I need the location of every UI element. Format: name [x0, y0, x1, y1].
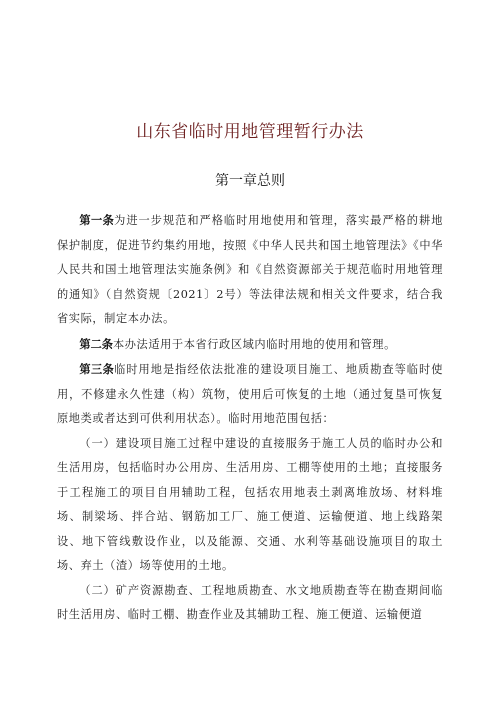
chapter-title: 第一章总则 [215, 173, 285, 189]
document-title: 山东省临时用地管理暂行办法 [136, 122, 364, 142]
article-paragraph [57, 332, 443, 358]
article-paragraph [57, 357, 443, 432]
article-number: 第三条 [79, 362, 115, 376]
article-paragraph [57, 208, 443, 332]
article-text: 为进一步规范和严格临时用地使用和管理，落实最严格的耕地保护制度，促进节约集约用地，按照《中华人民共和国土地管理法》《中华人民共和国土地管理法实施条例》和《自然资源部关于规范临时用地管理的通知》（自然资规〔2021〕2号）等法律法规和相关文件要求，结合我省实际，制定本办法。 [57, 214, 443, 325]
article-number: 第一条 [79, 213, 115, 227]
article-text: 本办法适用于本省行政区域内临时用地的使用和管理。 [112, 337, 396, 351]
article-number: 第二条 [79, 336, 113, 351]
article-text: 临时用地是指经依法批准的建设项目施工、地质勘查等临时使用，不修建永久性建（构）筑物，使用后可恢复的土地（通过复垦可恢复原地类或者达到可供利用状态）。临时用地范围包括： [57, 363, 443, 425]
clause-text: （二）矿产资源勘查、工程地质勘查、水文地质勘查等在勘查期间临时生活用房、临时工棚、勘查作业及其辅助工程、施工便道、运输便道 [57, 583, 443, 621]
clause-paragraph [57, 432, 443, 579]
document-body [57, 208, 443, 628]
clause-paragraph [57, 579, 443, 628]
clause-text: （一）建设项目施工过程中建设的直接服务于施工人员的临时办公和生活用房，包括临时办公用房、生活用房、工棚等使用的土地；直接服务于工程施工的项目自用辅助工程，包括农用地表土剥离堆放场、材料堆场、制梁场、拌合站、钢筋加工厂、施工便道、运输便道、地上线路架设、地下管线敷设作业，以及能源、交通、水利等基础设施项目的取土场、弃土（渣）场等使用的土地。 [57, 436, 443, 572]
